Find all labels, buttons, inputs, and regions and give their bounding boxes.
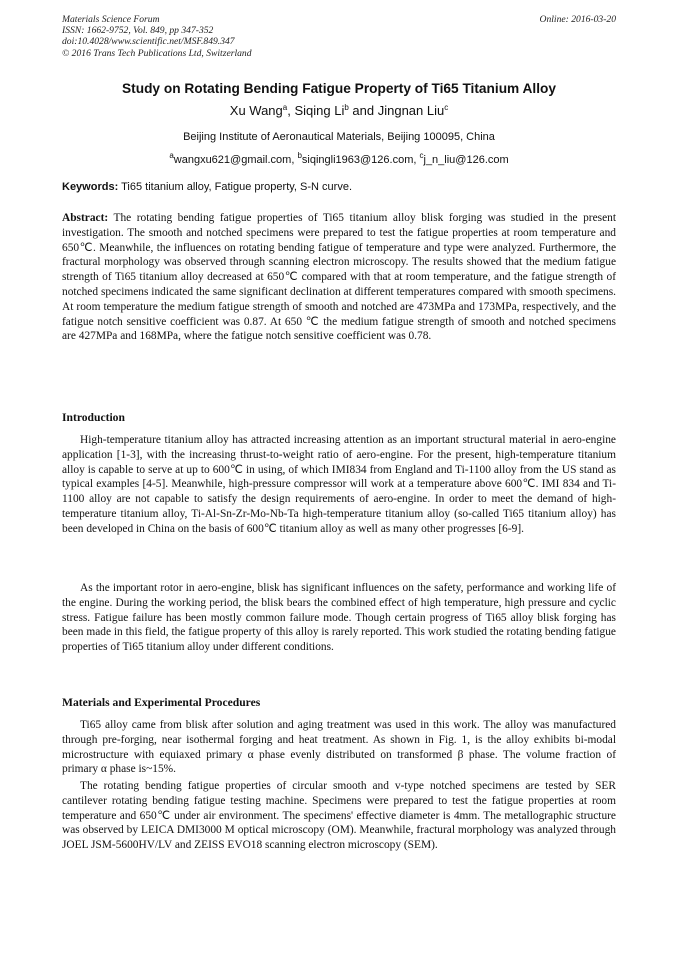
email-separator: , [413,154,420,166]
email-address[interactable]: wangxu621@gmail.com [173,154,292,166]
section-heading-materials: Materials and Experimental Procedures [62,696,261,709]
author-mark: a [282,103,288,112]
email-mark: c [419,151,424,160]
email-mark: a [169,151,174,160]
email-mark: b [297,151,302,160]
paragraph: High-temperature titanium alloy has attracted increasing attention as an important structural material in aero-engine application [1-3], with the increasing thrust-to-weight ratio of aero-engine. For the present, high-temperature titanium alloy is capable to serve at up to 600℃ in using, of which IMI834 from England and Ti-1100 alloy from the US stand as typical examples [4-5]. Meanwhile, high-pressure compressor will work at a temperature above 600℃. IMI 834 and Ti-1100 alloy are not capable to satisfy the design requirements of aero-engine. In order to meet the demand of high-temperature titanium alloy, Ti-Al-Sn-Zr-Mo-Nb-Ta high-temperature titanium alloy (so-called Ti65 titanium alloy) has been developed in China on the basis of 600℃ titanium alloy as well as many other progresses [6-9]. [62,434,616,535]
keywords [62,181,617,193]
abstract [62,211,616,344]
author-name: Siqing Li [294,103,345,118]
author-mark: c [444,103,449,112]
keywords-label: Keywords: [62,181,119,193]
email-address[interactable]: siqingli1963@126.com [301,154,414,166]
email-separator: , [291,154,298,166]
affiliation: Beijing Institute of Aeronautical Materials, Beijing 100095, China [183,131,495,143]
keywords-text: Ti65 titanium alloy, Fatigue property, S-N curve. [121,181,352,193]
journal-name: Materials Science Forum [62,14,160,25]
issn-line: ISSN: 1662-9752, Vol. 849, pp 347-352 [62,25,214,37]
copyright-line: © 2016 Trans Tech Publications Ltd, Switzerland [62,47,252,59]
email-address[interactable]: j_n_liu@126.com [423,154,509,166]
section-heading-introduction: Introduction [62,411,125,424]
abstract-label: Abstract: [62,212,109,224]
online-date: Online: 2016-03-20 [539,14,616,25]
paper-title: Study on Rotating Bending Fatigue Property of Ti65 Titanium Alloy [122,81,556,96]
author-mark: b [344,103,349,112]
author-separator: , [287,103,295,118]
journal-header [62,14,252,59]
paragraph: The rotating bending fatigue properties of circular smooth and v-type notched specimens are tested by SER cantilever rotating bending fatigue testing machine. Specimens were prepared to test the fatigue properties at room temperature and 650℃ under air environment. The specimens' effective diameter is 4mm. The metallographic structure was observed by LEICA DMI3000 M optical microscopy (OM). Meanwhile, fractural morphology was analyzed through JOEL JSM-5600HV/LV and ZEISS EVO18 scanning electron microscopy (SEM). [62,780,616,852]
email-list [0,151,678,166]
abstract-text: The rotating bending fatigue properties of Ti65 titanium alloy blisk forging was studied in the present investigation. The smooth and notched specimens were prepared to test the fatigue properties at room temperature and 650℃. Meanwhile, the influences on rotating bending fatigue of temperature and type were analyzed. Furthermore, the fractural morphology was observed through scanning electron microscopy. The results showed that the medium fatigue strength of Ti65 titanium alloy decreased at 650℃ compared with that at room temperature, and the fatigue strength of notched specimens indicated the same significant declination at different temperatures compared with smooth specimens. At room temperature the medium fatigue strength of smooth and notched are 473MPa and 173MPa, respectively, and the fatigue notch sensitive coefficient was 0.87. At 650 ℃ the medium fatigue strength of smooth and notched specimens are 427MPa and 168MPa, where the fatigue notch sensitive coefficient was 0.78. [62,212,616,343]
paragraph: Ti65 alloy came from blisk after solution and aging treatment was used in this work. The alloy was manufactured through pre-forging, near isothermal forging and heat treatment. As shown in Fig. 1, is the alloy exhibits bi-modal microstructure with equiaxed primary α phase evenly distributed on transformed β phase. The volume fraction of primary α phase is~15%. [62,719,616,776]
doi-line: doi:10.4028/www.scientific.net/MSF.849.347 [62,36,235,48]
author-separator: and [348,103,378,118]
author-name: Xu Wang [229,103,283,118]
paragraph: As the important rotor in aero-engine, blisk has significant influences on the safety, performance and working life of the engine. During the working period, the blisk bears the combined effect of high temperature, high pressure and cyclic stress. Fatigue failure has been mostly common failure mode. Though certain progress of Ti65 alloy blisk forging has been made in this field, the fatigue property of this alloy is rarely reported. This work studied the rotating bending fatigue properties of Ti65 titanium alloy under different conditions. [62,582,616,654]
author-name: Jingnan Liu [377,103,445,118]
author-list [0,103,678,118]
